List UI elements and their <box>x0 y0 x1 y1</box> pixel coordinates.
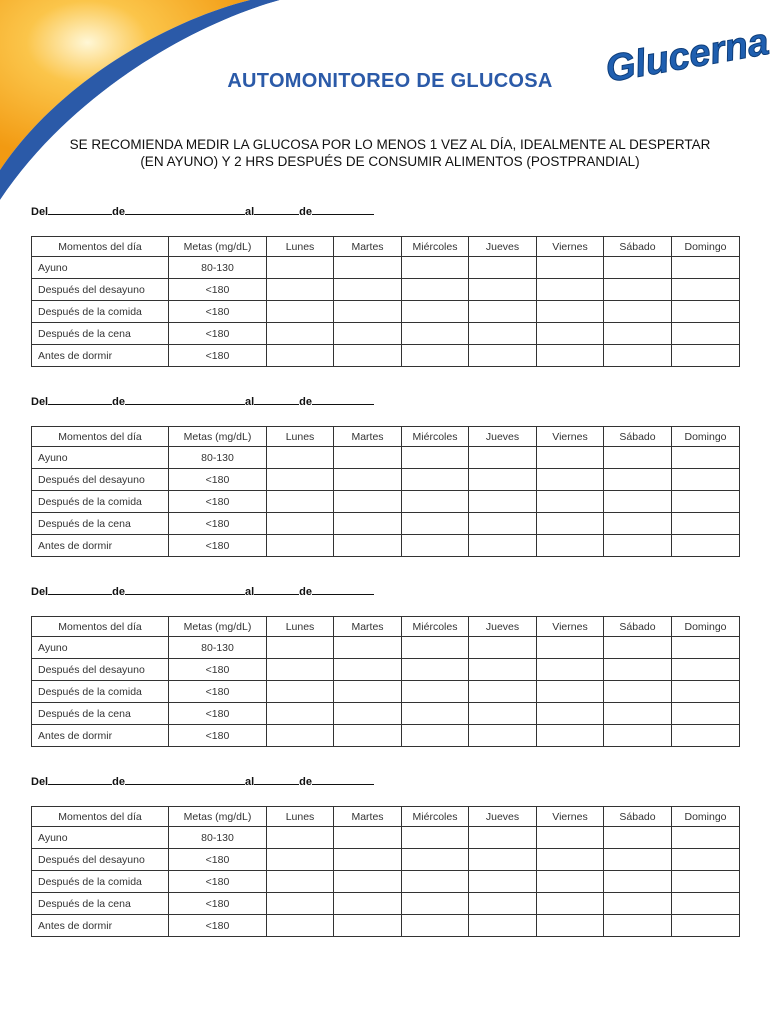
reading-cell[interactable] <box>537 491 604 513</box>
column-header: Jueves <box>469 617 537 637</box>
reading-cell[interactable] <box>334 447 402 469</box>
table-row <box>32 301 740 323</box>
reading-cell[interactable] <box>334 257 402 279</box>
reading-cell[interactable] <box>537 345 604 367</box>
date-blank[interactable] <box>125 585 245 595</box>
reading-cell[interactable] <box>672 703 740 725</box>
reading-cell[interactable] <box>334 535 402 557</box>
reading-cell[interactable] <box>267 725 334 747</box>
goal-cell: <180 <box>169 279 267 301</box>
reading-cell[interactable] <box>267 447 334 469</box>
moment-cell: Después del desayuno <box>32 469 169 491</box>
reading-cell[interactable] <box>469 535 537 557</box>
column-header: Viernes <box>537 617 604 637</box>
reading-cell[interactable] <box>604 279 672 301</box>
date-blank[interactable] <box>312 585 374 595</box>
column-header: Viernes <box>537 427 604 447</box>
column-header: Domingo <box>672 807 740 827</box>
reading-cell[interactable] <box>267 703 334 725</box>
reading-cell[interactable] <box>267 491 334 513</box>
reading-cell[interactable] <box>334 491 402 513</box>
column-header: Jueves <box>469 427 537 447</box>
goal-cell: <180 <box>169 681 267 703</box>
table-row <box>32 469 740 491</box>
reading-cell[interactable] <box>402 725 469 747</box>
reading-cell[interactable] <box>672 637 740 659</box>
reading-cell[interactable] <box>267 301 334 323</box>
reading-cell[interactable] <box>267 827 334 849</box>
moment-cell: Antes de dormir <box>32 725 169 747</box>
reading-cell[interactable] <box>402 323 469 345</box>
table-header-row <box>32 237 740 257</box>
reading-cell[interactable] <box>402 447 469 469</box>
date-blank[interactable] <box>254 775 299 785</box>
date-label-de: de <box>299 206 312 218</box>
column-header: Sábado <box>604 807 672 827</box>
moment-cell: Antes de dormir <box>32 345 169 367</box>
reading-cell[interactable] <box>672 469 740 491</box>
reading-cell[interactable] <box>402 659 469 681</box>
column-header: Metas (mg/dL) <box>169 807 267 827</box>
table-row <box>32 725 740 747</box>
reading-cell[interactable] <box>334 469 402 491</box>
date-range-line[interactable] <box>31 585 374 598</box>
reading-cell[interactable] <box>267 637 334 659</box>
reading-cell[interactable] <box>402 279 469 301</box>
column-header: Sábado <box>604 237 672 257</box>
reading-cell[interactable] <box>537 915 604 937</box>
reading-cell[interactable] <box>672 659 740 681</box>
goal-cell: 80-130 <box>169 637 267 659</box>
reading-cell[interactable] <box>672 323 740 345</box>
column-header: Sábado <box>604 617 672 637</box>
reading-cell[interactable] <box>537 535 604 557</box>
reading-cell[interactable] <box>537 279 604 301</box>
table-row <box>32 257 740 279</box>
reading-cell[interactable] <box>334 681 402 703</box>
moment-cell: Después de la cena <box>32 703 169 725</box>
column-header: Miércoles <box>402 617 469 637</box>
column-header: Martes <box>334 617 402 637</box>
goal-cell: <180 <box>169 345 267 367</box>
reading-cell[interactable] <box>672 491 740 513</box>
table-row <box>32 447 740 469</box>
reading-cell[interactable] <box>537 469 604 491</box>
column-header: Sábado <box>604 427 672 447</box>
goal-cell: <180 <box>169 849 267 871</box>
reading-cell[interactable] <box>267 323 334 345</box>
column-header: Momentos del día <box>32 237 169 257</box>
goal-cell: <180 <box>169 535 267 557</box>
column-header: Lunes <box>267 617 334 637</box>
date-blank[interactable] <box>254 585 299 595</box>
date-label-del: Del <box>31 586 49 598</box>
column-header: Martes <box>334 237 402 257</box>
reading-cell[interactable] <box>604 871 672 893</box>
reading-cell[interactable] <box>469 469 537 491</box>
table-row <box>32 491 740 513</box>
date-label-de: de <box>112 206 125 218</box>
reading-cell[interactable] <box>402 535 469 557</box>
moment-cell: Después del desayuno <box>32 279 169 301</box>
column-header: Miércoles <box>402 807 469 827</box>
reading-cell[interactable] <box>469 893 537 915</box>
reading-cell[interactable] <box>402 637 469 659</box>
reading-cell[interactable] <box>267 469 334 491</box>
table-row <box>32 681 740 703</box>
reading-cell[interactable] <box>672 447 740 469</box>
moment-cell: Después de la cena <box>32 323 169 345</box>
table-row <box>32 915 740 937</box>
reading-cell[interactable] <box>672 345 740 367</box>
date-label-del: Del <box>31 776 49 788</box>
column-header: Viernes <box>537 807 604 827</box>
column-header: Jueves <box>469 807 537 827</box>
goal-cell: <180 <box>169 323 267 345</box>
reading-cell[interactable] <box>334 893 402 915</box>
reading-cell[interactable] <box>604 893 672 915</box>
column-header: Lunes <box>267 807 334 827</box>
reading-cell[interactable] <box>537 893 604 915</box>
glucose-log-table <box>31 236 740 367</box>
date-label-del: Del <box>31 206 49 218</box>
reading-cell[interactable] <box>267 535 334 557</box>
table-row <box>32 703 740 725</box>
table-row <box>32 893 740 915</box>
reading-cell[interactable] <box>402 893 469 915</box>
date-label-al: al <box>244 776 255 788</box>
reading-cell[interactable] <box>334 513 402 535</box>
reading-cell[interactable] <box>604 301 672 323</box>
moment-cell: Después del desayuno <box>32 659 169 681</box>
reading-cell[interactable] <box>604 447 672 469</box>
column-header: Momentos del día <box>32 617 169 637</box>
date-blank[interactable] <box>48 585 112 595</box>
moment-cell: Antes de dormir <box>32 915 169 937</box>
reading-cell[interactable] <box>604 535 672 557</box>
reading-cell[interactable] <box>604 725 672 747</box>
reading-cell[interactable] <box>334 725 402 747</box>
goal-cell: 80-130 <box>169 827 267 849</box>
reading-cell[interactable] <box>267 849 334 871</box>
goal-cell: <180 <box>169 491 267 513</box>
table-header-row <box>32 617 740 637</box>
reading-cell[interactable] <box>469 279 537 301</box>
table-header-row <box>32 807 740 827</box>
logo-text: Glucerna <box>602 20 772 91</box>
reading-cell[interactable] <box>267 659 334 681</box>
moment-cell: Después de la comida <box>32 491 169 513</box>
reading-cell[interactable] <box>537 681 604 703</box>
column-header: Momentos del día <box>32 807 169 827</box>
moment-cell: Después de la comida <box>32 681 169 703</box>
glucose-log-table <box>31 426 740 557</box>
goal-cell: <180 <box>169 659 267 681</box>
date-label-de: de <box>112 776 125 788</box>
reading-cell[interactable] <box>469 871 537 893</box>
reading-cell[interactable] <box>402 703 469 725</box>
reading-cell[interactable] <box>672 725 740 747</box>
column-header: Domingo <box>672 237 740 257</box>
reading-cell[interactable] <box>469 301 537 323</box>
reading-cell[interactable] <box>334 659 402 681</box>
corner-decoration <box>0 0 290 200</box>
glucose-log-table <box>31 806 740 937</box>
date-label-del: Del <box>31 396 49 408</box>
reading-cell[interactable] <box>334 345 402 367</box>
reading-cell[interactable] <box>537 513 604 535</box>
reading-cell[interactable] <box>469 725 537 747</box>
reading-cell[interactable] <box>402 681 469 703</box>
moment-cell: Antes de dormir <box>32 535 169 557</box>
instructions <box>60 136 720 170</box>
date-blank[interactable] <box>125 775 245 785</box>
reading-cell[interactable] <box>334 637 402 659</box>
reading-cell[interactable] <box>267 257 334 279</box>
date-range-line[interactable] <box>31 775 374 788</box>
date-label-al: al <box>244 586 255 598</box>
moment-cell: Después del desayuno <box>32 849 169 871</box>
table-row <box>32 279 740 301</box>
reading-cell[interactable] <box>402 469 469 491</box>
reading-cell[interactable] <box>334 279 402 301</box>
glucose-log-table <box>31 616 740 747</box>
reading-cell[interactable] <box>334 323 402 345</box>
reading-cell[interactable] <box>537 257 604 279</box>
date-blank[interactable] <box>312 205 374 215</box>
reading-cell[interactable] <box>672 915 740 937</box>
reading-cell[interactable] <box>334 301 402 323</box>
reading-cell[interactable] <box>469 849 537 871</box>
reading-cell[interactable] <box>402 915 469 937</box>
reading-cell[interactable] <box>537 827 604 849</box>
goal-cell: <180 <box>169 703 267 725</box>
reading-cell[interactable] <box>537 703 604 725</box>
column-header: Domingo <box>672 617 740 637</box>
date-blank[interactable] <box>254 395 299 405</box>
column-header: Momentos del día <box>32 427 169 447</box>
table-header-row <box>32 427 740 447</box>
reading-cell[interactable] <box>604 345 672 367</box>
moment-cell: Después de la comida <box>32 301 169 323</box>
reading-cell[interactable] <box>672 257 740 279</box>
date-label-de: de <box>299 396 312 408</box>
column-header: Metas (mg/dL) <box>169 617 267 637</box>
date-label-de: de <box>112 586 125 598</box>
reading-cell[interactable] <box>604 659 672 681</box>
reading-cell[interactable] <box>267 893 334 915</box>
reading-cell[interactable] <box>267 513 334 535</box>
goal-cell: <180 <box>169 725 267 747</box>
reading-cell[interactable] <box>672 513 740 535</box>
date-label-de: de <box>299 586 312 598</box>
moment-cell: Ayuno <box>32 827 169 849</box>
reading-cell[interactable] <box>672 681 740 703</box>
goal-cell: <180 <box>169 301 267 323</box>
reading-cell[interactable] <box>334 871 402 893</box>
reading-cell[interactable] <box>672 827 740 849</box>
reading-cell[interactable] <box>402 849 469 871</box>
reading-cell[interactable] <box>469 827 537 849</box>
reading-cell[interactable] <box>604 637 672 659</box>
reading-cell[interactable] <box>537 659 604 681</box>
goal-cell: <180 <box>169 513 267 535</box>
reading-cell[interactable] <box>334 703 402 725</box>
reading-cell[interactable] <box>469 915 537 937</box>
reading-cell[interactable] <box>672 849 740 871</box>
column-header: Metas (mg/dL) <box>169 237 267 257</box>
reading-cell[interactable] <box>469 345 537 367</box>
page-title: AUTOMONITOREO DE GLUCOSA <box>227 70 553 92</box>
reading-cell[interactable] <box>469 659 537 681</box>
reading-cell[interactable] <box>267 915 334 937</box>
column-header: Martes <box>334 807 402 827</box>
reading-cell[interactable] <box>334 915 402 937</box>
reading-cell[interactable] <box>267 345 334 367</box>
table-row <box>32 659 740 681</box>
date-label-de: de <box>112 396 125 408</box>
moment-cell: Ayuno <box>32 257 169 279</box>
date-label-de: de <box>299 776 312 788</box>
column-header: Metas (mg/dL) <box>169 427 267 447</box>
reading-cell[interactable] <box>267 871 334 893</box>
date-label-al: al <box>244 206 255 218</box>
goal-cell: <180 <box>169 915 267 937</box>
reading-cell[interactable] <box>604 469 672 491</box>
reading-cell[interactable] <box>402 491 469 513</box>
reading-cell[interactable] <box>604 681 672 703</box>
reading-cell[interactable] <box>402 871 469 893</box>
reading-cell[interactable] <box>672 535 740 557</box>
moment-cell: Después de la cena <box>32 513 169 535</box>
column-header: Viernes <box>537 237 604 257</box>
table-row <box>32 849 740 871</box>
goal-cell: <180 <box>169 871 267 893</box>
moment-cell: Ayuno <box>32 447 169 469</box>
column-header: Miércoles <box>402 237 469 257</box>
reading-cell[interactable] <box>604 257 672 279</box>
reading-cell[interactable] <box>402 301 469 323</box>
goal-cell: 80-130 <box>169 257 267 279</box>
reading-cell[interactable] <box>469 447 537 469</box>
reading-cell[interactable] <box>604 849 672 871</box>
goal-cell: 80-130 <box>169 447 267 469</box>
column-header: Lunes <box>267 237 334 257</box>
reading-cell[interactable] <box>402 827 469 849</box>
table-row <box>32 871 740 893</box>
reading-cell[interactable] <box>604 915 672 937</box>
column-header: Domingo <box>672 427 740 447</box>
column-header: Lunes <box>267 427 334 447</box>
date-range-line[interactable] <box>31 395 374 408</box>
date-label-al: al <box>244 396 255 408</box>
table-row <box>32 323 740 345</box>
reading-cell[interactable] <box>469 703 537 725</box>
reading-cell[interactable] <box>672 893 740 915</box>
reading-cell[interactable] <box>604 513 672 535</box>
reading-cell[interactable] <box>469 323 537 345</box>
column-header: Jueves <box>469 237 537 257</box>
reading-cell[interactable] <box>469 637 537 659</box>
reading-cell[interactable] <box>402 513 469 535</box>
reading-cell[interactable] <box>402 257 469 279</box>
date-blank[interactable] <box>254 205 299 215</box>
reading-cell[interactable] <box>537 301 604 323</box>
reading-cell[interactable] <box>469 681 537 703</box>
date-range-line[interactable] <box>31 205 374 218</box>
reading-cell[interactable] <box>267 279 334 301</box>
reading-cell[interactable] <box>267 681 334 703</box>
table-row <box>32 535 740 557</box>
reading-cell[interactable] <box>334 827 402 849</box>
reading-cell[interactable] <box>469 513 537 535</box>
column-header: Miércoles <box>402 427 469 447</box>
date-blank[interactable] <box>48 775 112 785</box>
reading-cell[interactable] <box>604 827 672 849</box>
goal-cell: <180 <box>169 893 267 915</box>
instructions-line-2: (EN AYUNO) Y 2 HRS DESPUÉS DE CONSUMIR ALIMENTOS (POSTPRANDIAL) <box>140 154 640 169</box>
moment-cell: Después de la cena <box>32 893 169 915</box>
reading-cell[interactable] <box>537 871 604 893</box>
reading-cell[interactable] <box>402 345 469 367</box>
reading-cell[interactable] <box>672 301 740 323</box>
instructions-line-1: SE RECOMIENDA MEDIR LA GLUCOSA POR LO MENOS 1 VEZ AL DÍA, IDEALMENTE AL DESPERTAR <box>69 137 711 152</box>
table-row <box>32 637 740 659</box>
date-blank[interactable] <box>48 205 112 215</box>
table-row <box>32 345 740 367</box>
moment-cell: Ayuno <box>32 637 169 659</box>
reading-cell[interactable] <box>469 257 537 279</box>
column-header: Martes <box>334 427 402 447</box>
reading-cell[interactable] <box>604 703 672 725</box>
date-blank[interactable] <box>312 775 374 785</box>
reading-cell[interactable] <box>672 871 740 893</box>
date-blank[interactable] <box>125 395 245 405</box>
reading-cell[interactable] <box>604 491 672 513</box>
date-blank[interactable] <box>312 395 374 405</box>
reading-cell[interactable] <box>334 849 402 871</box>
date-blank[interactable] <box>125 205 245 215</box>
reading-cell[interactable] <box>469 491 537 513</box>
table-row <box>32 827 740 849</box>
reading-cell[interactable] <box>537 849 604 871</box>
date-blank[interactable] <box>48 395 112 405</box>
goal-cell: <180 <box>169 469 267 491</box>
reading-cell[interactable] <box>537 447 604 469</box>
reading-cell[interactable] <box>604 323 672 345</box>
reading-cell[interactable] <box>537 725 604 747</box>
reading-cell[interactable] <box>537 323 604 345</box>
reading-cell[interactable] <box>672 279 740 301</box>
moment-cell: Después de la comida <box>32 871 169 893</box>
table-row <box>32 513 740 535</box>
reading-cell[interactable] <box>537 637 604 659</box>
